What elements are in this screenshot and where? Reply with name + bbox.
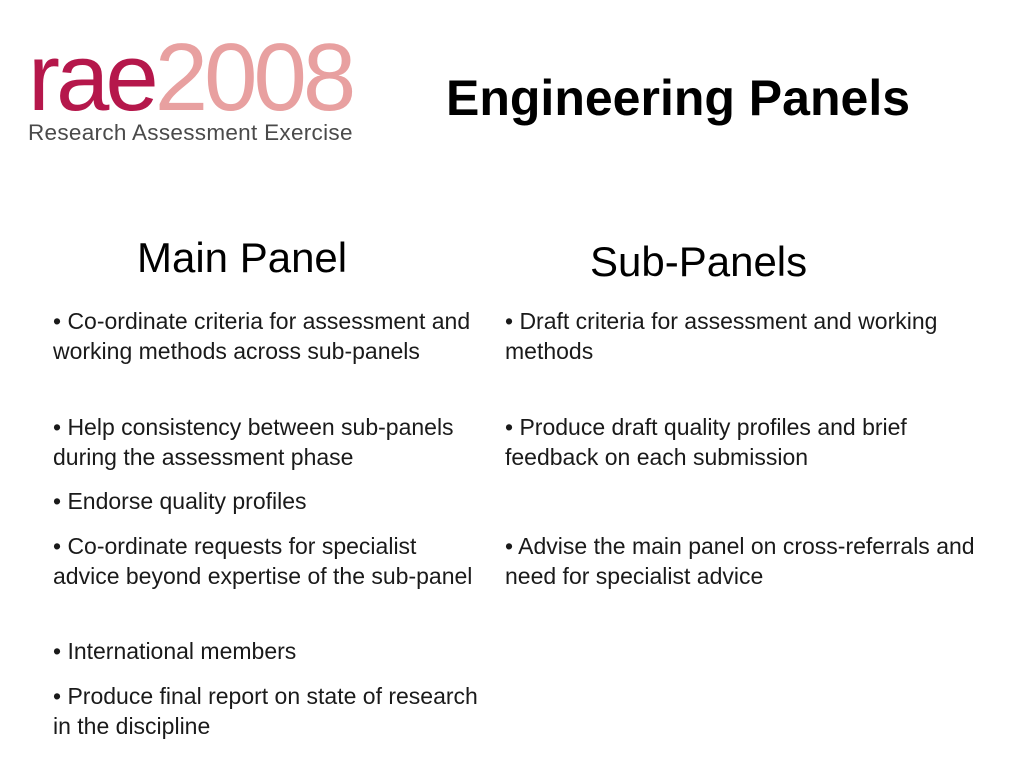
main-panel-bullet: • Produce final report on state of research in the discipline [53,683,478,739]
sub-panels-bullet: • Advise the main panel on cross-referrals and need for specialist advice [505,533,975,589]
main-panel-heading: Main Panel [137,234,348,281]
logo-year-text: 2008 [154,24,353,131]
main-panel-bullet: • Co-ordinate requests for specialist advice beyond expertise of the sub-panel [53,533,473,589]
main-panel-bullet: • Co-ordinate criteria for assessment and working methods across sub-panels [53,308,471,364]
logo-wordmark [28,24,353,131]
main-panel-bullet: • Endorse quality profiles [53,488,307,514]
logo-subtitle: Research Assessment Exercise [28,120,353,145]
slide-title: Engineering Panels [446,70,911,126]
rae2008-logo [28,24,408,154]
sub-panels-bullet: • Draft criteria for assessment and working methods [505,308,938,364]
main-panel-bullet: • Help consistency between sub-panels during the assessment phase [53,414,454,470]
main-panel-bullet: • International members [53,638,297,664]
sub-panels-heading: Sub-Panels [590,238,808,285]
logo-rae-text: rae [28,24,155,131]
sub-panels-bullet: • Produce draft quality profiles and brief feedback on each submission [505,414,907,470]
